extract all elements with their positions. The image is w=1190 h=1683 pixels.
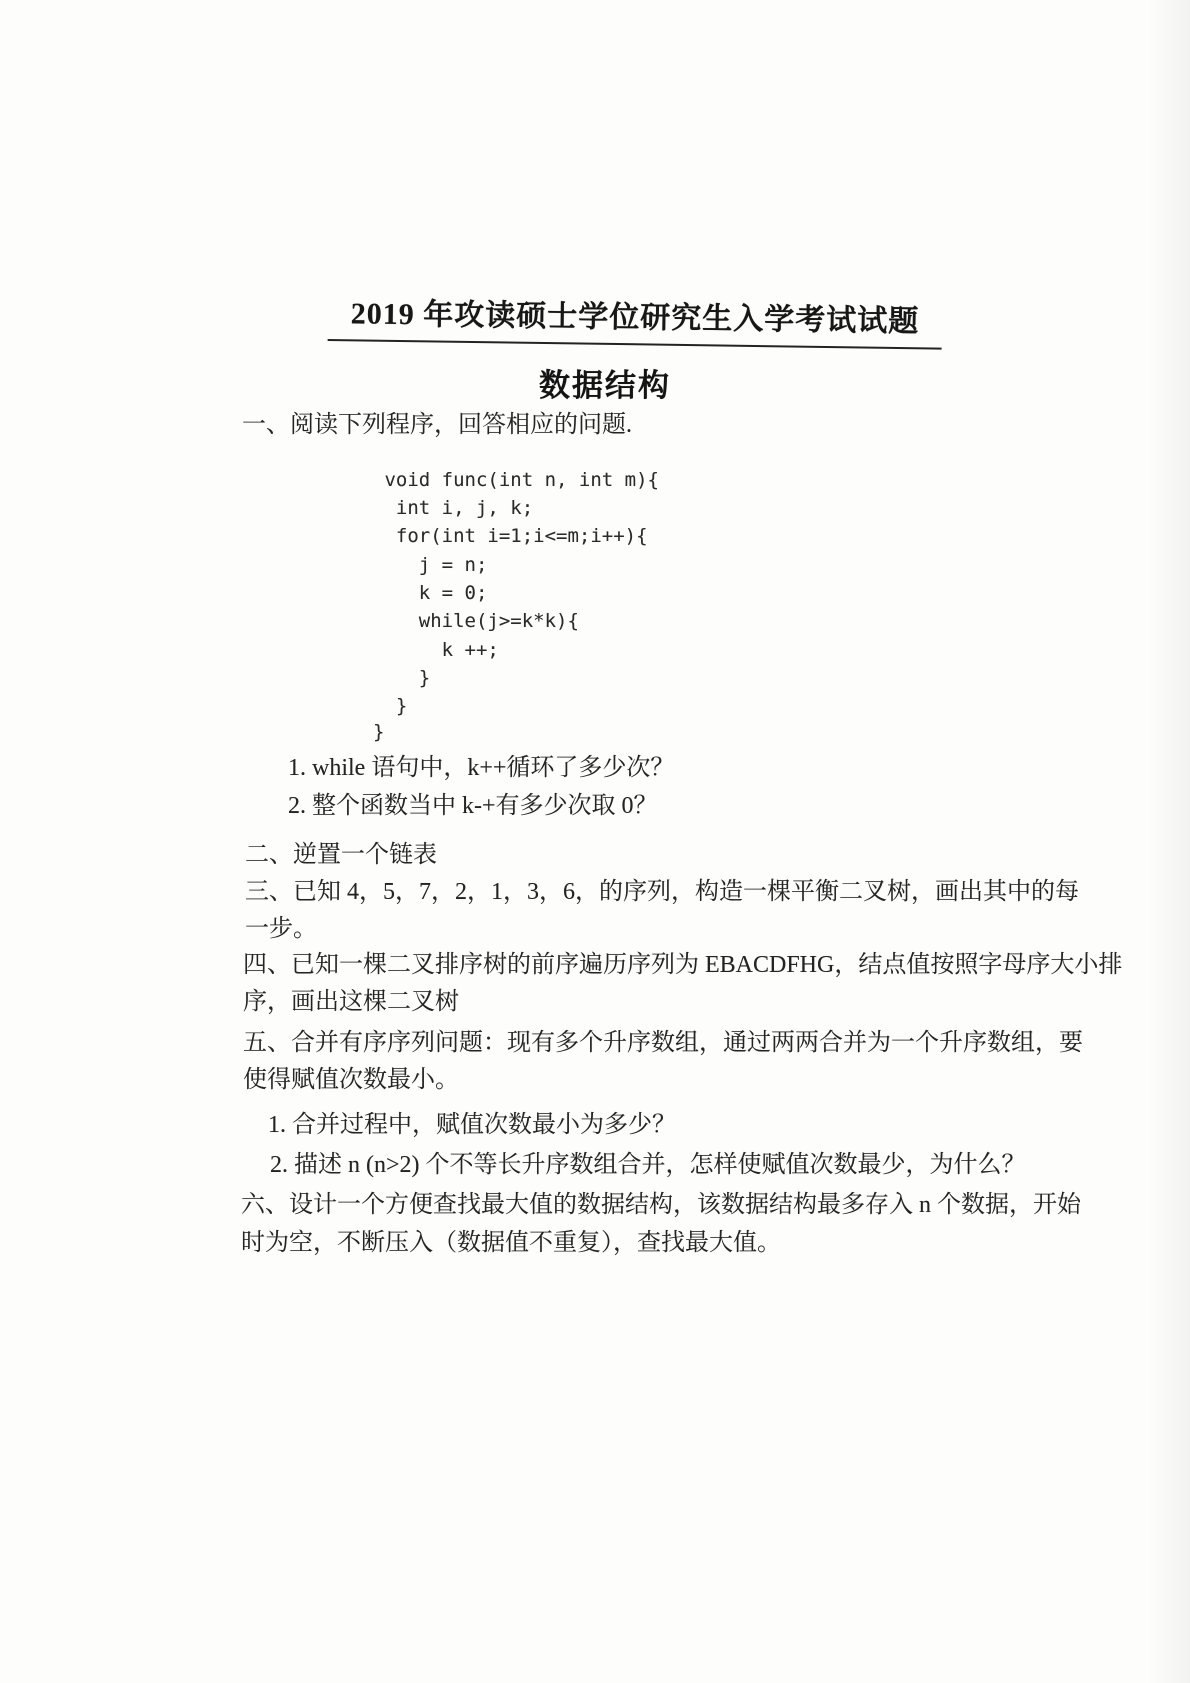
question-3-line-2: 一步。 [245,916,317,942]
question-1-sub-2: 2. 整个函数当中 k-+有多少次取 0？ [288,793,658,819]
question-2: 二、逆置一个链表 [245,842,437,868]
exam-title: 2019 年攻读硕士学位研究生入学考试试题 [350,297,920,339]
question-5-sub-1: 1. 合并过程中，赋值次数最小为多少？ [268,1112,676,1138]
question-6-line-2: 时为空，不断压入（数据值不重复），查找最大值。 [241,1230,781,1256]
code-line-10: } [373,721,385,743]
code-line-9: } [373,695,408,717]
question-1-intro: 一、阅读下列程序，回答相应的问题. [242,412,632,438]
code-line-8: } [373,667,431,689]
question-5-sub-2: 2. 描述 n (n>2) 个不等长升序数组合并，怎样使赋值次数最少，为什么？ [270,1152,1026,1178]
question-3-line-1: 三、已知 4，5，7，2，1，3，6，的序列，构造一棵平衡二叉树，画出其中的每 [245,879,1079,905]
scan-edge-shading [1148,0,1190,1683]
subject-title: 数据结构 [539,368,671,403]
code-line-1: void func(int n, int m){ [373,469,659,491]
question-5-line-2: 使得赋值次数最小。 [243,1067,459,1093]
title-block [328,288,943,350]
code-line-4: j = n; [373,554,488,576]
code-line-6: while(j>=k*k){ [373,610,579,632]
question-4-line-2: 序，画出这棵二叉树 [243,989,459,1015]
question-5-line-1: 五、合并有序序列问题：现有多个升序数组，通过两两合并为一个升序数组，要 [243,1030,1083,1056]
code-line-7: k ++; [373,639,499,661]
question-6-line-1: 六、设计一个方便查找最大值的数据结构，该数据结构最多存入 n 个数据，开始 [241,1192,1081,1218]
code-line-2: int i, j, k; [373,497,534,519]
code-line-3: for(int i=1;i<=m;i++){ [373,525,648,547]
question-4-line-1: 四、已知一棵二叉排序树的前序遍历序列为 EBACDFHG，结点值按照字母序大小排 [243,952,1123,978]
code-line-5: k = 0; [373,582,488,604]
question-1-sub-1: 1. while 语句中，k++循环了多少次？ [288,755,675,781]
